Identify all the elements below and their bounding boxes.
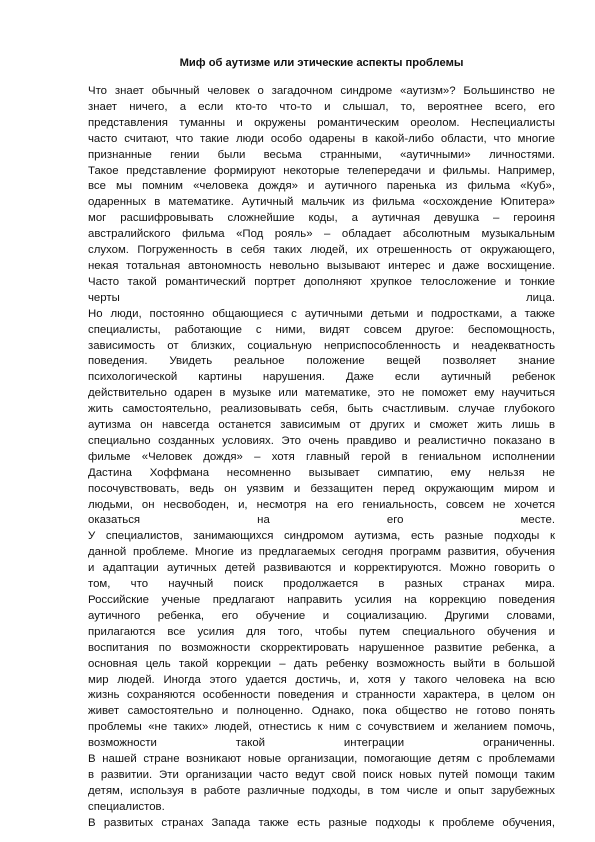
text-line: В нашей стране возникают новые организации, помогающие детям с проблемами bbox=[88, 753, 555, 766]
text-line: аутичного ребенка, его обучение и социализацию. Другими словами, bbox=[88, 609, 555, 622]
text-line: действительно одарен в музыке или математике, это не поможет ему научиться bbox=[88, 387, 555, 400]
text-line: мир людей. Иногда этого удается достичь, и, хотя у такого человека на всю bbox=[88, 673, 555, 686]
text-line: одаренных в математике. Аутичный мальчик из фильма «осхождение Юпитера» bbox=[88, 196, 555, 209]
text-line: проблемы «не таких» людей, отнестись к ним с сочувствием и желанием помочь, bbox=[88, 721, 555, 734]
text-line: данной проблеме. Многие из предлагаемых сегодня программ развития, обучения bbox=[88, 546, 555, 559]
text-line: специалистов. bbox=[88, 800, 165, 813]
text-line: аутизма он навсегда останется зависимым от других и сможет жить лишь в bbox=[88, 419, 555, 432]
text-line: мог расшифровывать сложнейшие коды, а аутичная девушка – героиня bbox=[88, 212, 555, 225]
paragraph-4 bbox=[88, 752, 555, 816]
text-line: людьми, он несвободен, и, несмотря на его гениальность, совсем не хочется bbox=[88, 498, 555, 511]
text-line: живет самостоятельно и полноценно. Однако, пока общество не готово понять bbox=[88, 705, 555, 718]
paragraph-1 bbox=[88, 84, 555, 307]
text-line: австралийского фильма «Под рояль» – обладает абсолютным музыкальным bbox=[88, 228, 555, 241]
text-line: слухом. Погруженность в себя таких людей, их отрешенность от окружающего, bbox=[88, 244, 555, 257]
text-line: специально созданных условиях. Это очень правдиво и реалистично показано в bbox=[88, 434, 555, 447]
text-line: черты лица. bbox=[88, 291, 555, 304]
text-line: Дастина Хоффмана несомненно вызывает симпатию, ему нельзя не bbox=[88, 466, 555, 479]
text-line: специалисты, работающие с ними, видят совсем другое: беспомощность, bbox=[88, 323, 555, 336]
text-line: некая тотальная автономность невольно вызывают интерес и даже восхищение. bbox=[88, 259, 555, 272]
text-line: воспитания по возможности скорректировать нарушенное развитие ребенка, а bbox=[88, 641, 555, 654]
text-line: часто считают, что такие люди особо одарены в какой-либо области, что многие bbox=[88, 132, 555, 145]
text-line: Такое представление формируют некоторые телепередачи и фильмы. Например, bbox=[88, 164, 555, 177]
text-line: детям, используя в работе различные подходы, в том числе и опыт зарубежных bbox=[88, 784, 555, 797]
text-line: признанные гении были весьма странными, «аутичными» личностями. bbox=[88, 148, 555, 161]
text-line: том, что научный поиск продолжается в разных странах мира. bbox=[88, 578, 555, 591]
text-line: основная цель такой коррекции – дать ребенку возможность выйти в большой bbox=[88, 657, 555, 670]
document-page bbox=[88, 56, 555, 832]
text-line: психологической картины нарушения. Даже если аутичный ребенок bbox=[88, 371, 555, 384]
paragraph-5 bbox=[88, 816, 555, 832]
text-line: представления туманны и окружены романтическим ореолом. Неспециалисты bbox=[88, 116, 555, 129]
text-line: прилагаются все усилия для того, чтобы путем специального обучения и bbox=[88, 625, 555, 638]
text-line: Часто такой романтический портрет дополняют хрупкое телосложение и тонкие bbox=[88, 275, 555, 288]
text-line: в развитии. Эти организации часто ведут свой поиск новых путей помощи таким bbox=[88, 768, 555, 781]
text-line: знает ничего, а если кто-то что-то и слышал, то, вероятнее всего, его bbox=[88, 100, 555, 113]
text-line: поведения. Увидеть реальное положение вещей позволяет знание bbox=[88, 355, 555, 368]
paragraph-2 bbox=[88, 307, 555, 530]
text-line: зависимость от близких, социальную неприспособленность и неадекватность bbox=[88, 339, 555, 352]
text-line: У специалистов, занимающихся синдромом аутизма, есть разные подходы к bbox=[88, 530, 555, 543]
text-line: Но люди, постоянно общающиеся с аутичными детьми и подростками, а также bbox=[88, 307, 555, 320]
text-line: возможности такой интеграции ограниченны. bbox=[88, 737, 555, 750]
paragraph-3 bbox=[88, 529, 555, 752]
text-line: и адаптации аутичных детей развиваются и корректируются. Можно говорить о bbox=[88, 562, 555, 575]
text-line: В развитых странах Запада также есть разные подходы к проблеме обучения, bbox=[88, 816, 555, 829]
text-line: посочувствовать, ведь он уязвим и беззащитен перед окружающим миром и bbox=[88, 482, 555, 495]
document-title: Миф об аутизме или этические аспекты проблемы bbox=[179, 57, 464, 69]
text-line: жизнь сохраняются особенности поведения и странности характера, в целом он bbox=[88, 689, 555, 702]
text-line: жить самостоятельно, реализовывать себя, быть счастливым. случае глубокого bbox=[88, 403, 555, 416]
text-line: все мы помним «человека дождя» и аутичного паренька из фильма «Куб», bbox=[88, 180, 555, 193]
text-line: фильме «Человек дождя» – хотя главный герой в гениальном исполнении bbox=[88, 450, 555, 463]
text-line: оказаться на его месте. bbox=[88, 514, 555, 527]
text-line: Что знает обычный человек о загадочном синдроме «аутизм»? Большинство не bbox=[88, 85, 555, 97]
text-line: Российские ученые предлагают направить усилия на коррекцию поведения bbox=[88, 594, 555, 606]
document-body bbox=[88, 84, 555, 832]
